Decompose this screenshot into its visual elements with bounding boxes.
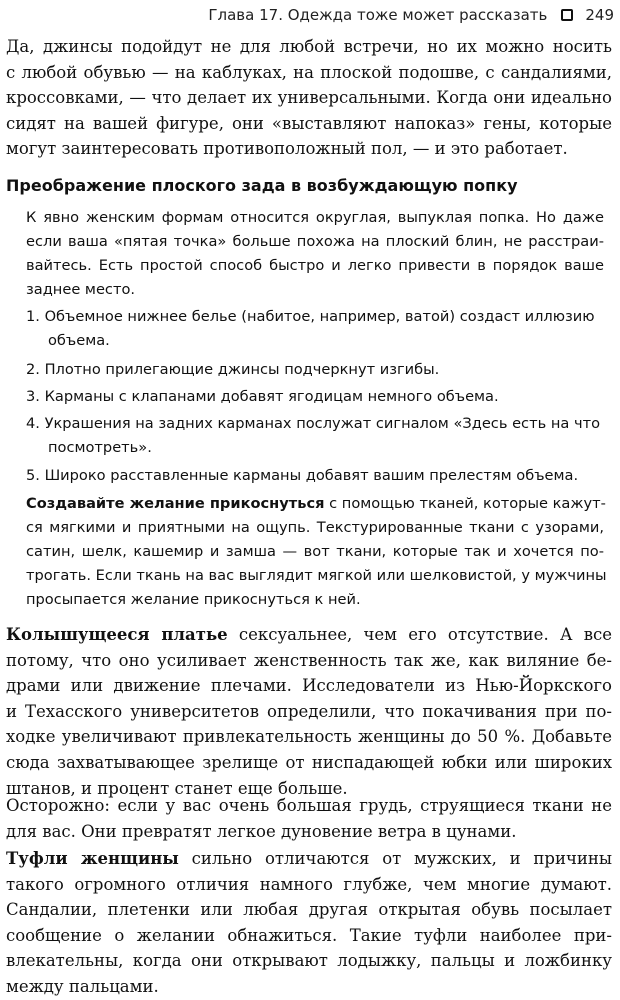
list-item	[26, 412, 600, 460]
shoes-paragraph	[6, 846, 612, 1000]
list-item	[26, 305, 595, 353]
text-line: драми или движение плечами. Исследователи из Нью-Йоркского	[6, 676, 612, 696]
sidebar-touch-paragraph	[26, 492, 607, 612]
text-line: ся мягкими и приятными на ощупь. Текстурированные ткани с узорами,	[26, 519, 604, 536]
text-line: между пальцами.	[6, 976, 159, 996]
text-line: влекательны, когда они открывают лодыжку, пальцы и ложбинку	[6, 951, 612, 971]
list-item-text: 5. Широко расставленные карманы добавят вашим прелестям объема.	[26, 467, 579, 484]
text-line: сюда захватывающее зрелище от ниспадающей юбки или широких	[6, 752, 612, 772]
text-line: Да, джинсы подойдут не для любой встречи, но их можно носить	[6, 37, 612, 56]
intro-paragraph	[6, 34, 612, 162]
running-header	[208, 2, 614, 28]
dress-paragraph	[6, 622, 612, 801]
list-item	[26, 464, 578, 488]
text-line: просыпается желание прикоснуться к ней.	[26, 591, 361, 608]
text-line: вайтесь. Есть простой способ быстро и легко привести в порядок ваше	[26, 257, 604, 274]
text-line: кроссовками, — что делает их универсальными. Когда они идеально	[6, 88, 612, 108]
text-line: штанов, и процент станет еще больше.	[6, 778, 348, 798]
text-line: сидят на вашей фигуре, они «выставляют напоказ» гены, которые	[6, 113, 612, 133]
lead-term: Туфли женщины	[6, 849, 179, 868]
text-line: заднее место.	[26, 281, 136, 298]
list-item-text: 1. Объемное нижнее белье (набитое, например, ватой) создаст иллюзию	[26, 308, 595, 325]
text-line: потому, что оно усиливает женственность так же, как виляние бе-	[6, 650, 612, 670]
sidebar-intro	[26, 206, 604, 302]
text-line: с любой обувью — на каблуках, на плоской подошве, с сандалиями,	[6, 62, 612, 82]
page-number: 249	[585, 6, 614, 24]
text-line: для вас. Они превратят легкое дуновение ветра в цунами.	[6, 821, 517, 841]
text-line: и Техасского университетов определили, что покачивания при по-	[6, 701, 612, 721]
text-line: могут заинтересовать противоположный пол, — и это работает.	[6, 139, 568, 159]
text-line: сообщение о желании обнажиться. Такие туфли наиболее при-	[6, 925, 612, 945]
sidebar-title: Преображение плоского зада в возбуждающую попку	[6, 176, 518, 195]
text-line: Колышущееся платье сексуальнее, чем его отсутствие. А все	[6, 625, 612, 644]
text-line: такого огромного отличия намного глубже, чем многие думают.	[6, 874, 612, 894]
text-line: Создавайте желание прикоснуться с помощью тканей, которые кажут-	[26, 495, 606, 512]
caution-paragraph	[6, 793, 612, 844]
text-line: если ваша «пятая точка» больше похожа на плоский блин, не расстраи-	[26, 233, 604, 250]
list-item-text: 4. Украшения на задних карманах послужат сигналом «Здесь есть на что	[26, 415, 600, 432]
text-line: трогать. Если ткань на вас выглядит мягкой или шелковистой, у мужчины	[26, 567, 607, 584]
text-line: К явно женским формам относится округлая, выпуклая попка. Но даже	[26, 209, 604, 226]
lead-term: Создавайте желание прикоснуться	[26, 495, 325, 512]
running-title: Глава 17. Одежда тоже может рассказать	[208, 6, 548, 24]
list-item-continuation: посмотреть».	[48, 439, 152, 456]
text-line: Сандалии, плетенки или любая другая открытая обувь посылает	[6, 900, 612, 920]
list-item-text: 2. Плотно прилегающие джинсы подчеркнут изгибы.	[26, 361, 440, 378]
text-line: сатин, шелк, кашемир и замша — вот ткани, которые так и хочется по-	[26, 543, 604, 560]
text-line: Туфли женщины сильно отличаются от мужских, и причины	[6, 849, 612, 868]
text-line: Осторожно: если у вас очень большая грудь, струящиеся ткани не	[6, 796, 612, 815]
checkbox-square-icon	[561, 9, 573, 21]
list-item-text: 3. Карманы с клапанами добавят ягодицам немного объема.	[26, 388, 499, 405]
list-item	[26, 358, 439, 382]
list-item-continuation: объема.	[48, 332, 110, 349]
lead-term: Колышущееся платье	[6, 625, 228, 644]
list-item	[26, 385, 499, 409]
text-line: ходке увеличивают привлекательность женщины до 50 %. Добавьте	[6, 727, 612, 747]
